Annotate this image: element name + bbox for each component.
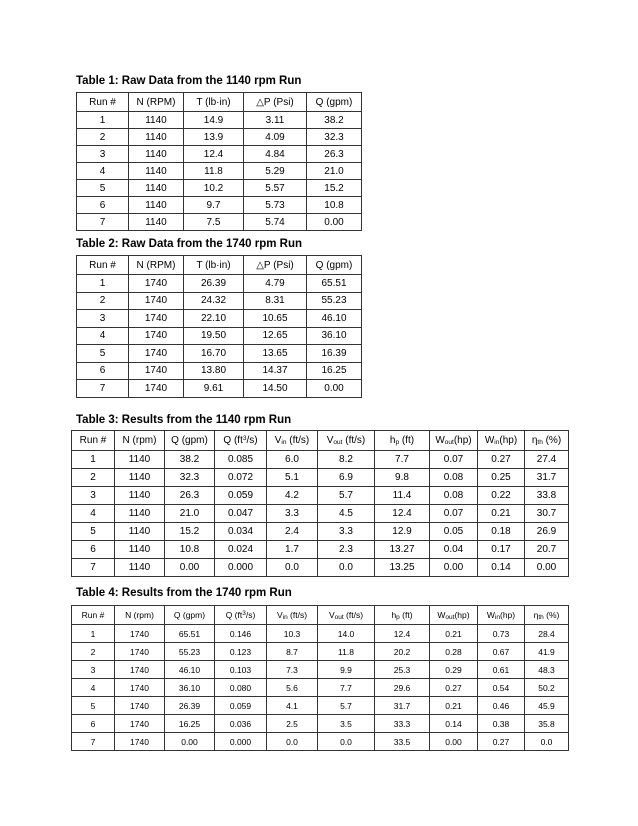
table4-cell: 1740 (115, 661, 165, 679)
table4-cell: 5 (72, 697, 115, 715)
table1-header-cell: T (lb·in) (184, 93, 244, 112)
table1-cell: 1140 (129, 214, 184, 231)
table3-cell: 0.059 (215, 487, 267, 505)
table1-cell: 4.09 (244, 129, 307, 146)
table1-cell: 13.9 (184, 129, 244, 146)
table3-cell: 0.05 (430, 523, 478, 541)
table1-cell: 2 (77, 129, 129, 146)
table3-cell: 20.7 (525, 541, 569, 559)
table3-row (72, 505, 569, 523)
table1-cell: 3 (77, 146, 129, 163)
table4-cell: 14.0 (318, 625, 375, 643)
table3-cell: 1140 (115, 469, 165, 487)
table2-cell: 16.25 (307, 362, 362, 380)
table3-header-row (72, 431, 569, 451)
table1-row (77, 163, 362, 180)
table4-header-row (72, 606, 569, 625)
table3-caption: Table 3: Results from the 1140 rpm Run (76, 414, 292, 426)
table2-row (77, 310, 362, 328)
table4-cell: 28.4 (525, 625, 569, 643)
table2-cell: 3 (77, 310, 129, 328)
table3-cell: 0.0 (267, 559, 318, 577)
table4-cell: 50.2 (525, 679, 569, 697)
table2-cell: 1740 (129, 292, 184, 310)
table2-row (77, 380, 362, 398)
table4-cell: 31.7 (375, 697, 430, 715)
table2-header-cell: Q (gpm) (307, 256, 362, 275)
table4-header-cell: N (rpm) (115, 606, 165, 625)
table4-cell: 0.0 (525, 733, 569, 751)
table3-row (72, 559, 569, 577)
table2-cell: 26.39 (184, 275, 244, 293)
table3-header-cell: Wout(hp) (430, 431, 478, 451)
table1-cell: 11.8 (184, 163, 244, 180)
table1-cell: 7.5 (184, 214, 244, 231)
table2-header-cell: N (RPM) (129, 256, 184, 275)
table3-row (72, 469, 569, 487)
table3-cell: 15.2 (165, 523, 215, 541)
table3-cell: 3 (72, 487, 115, 505)
table2-cell: 4.79 (244, 275, 307, 293)
table3-cell: 13.25 (375, 559, 430, 577)
table2-cell: 1 (77, 275, 129, 293)
table2-cell: 9.61 (184, 380, 244, 398)
table2-row (77, 345, 362, 363)
table3-cell: 38.2 (165, 451, 215, 469)
table3-cell: 27.4 (525, 451, 569, 469)
table2-cell: 1740 (129, 275, 184, 293)
table4-cell: 1740 (115, 625, 165, 643)
table4-cell: 1740 (115, 643, 165, 661)
table4-cell: 0.61 (478, 661, 525, 679)
table4-header-cell: hp (ft) (375, 606, 430, 625)
table2-cell: 46.10 (307, 310, 362, 328)
table4-cell: 0.67 (478, 643, 525, 661)
table4-header-cell: Vout (ft/s) (318, 606, 375, 625)
table1-cell: 7 (77, 214, 129, 231)
table4-cell: 16.25 (165, 715, 215, 733)
table2-cell: 16.70 (184, 345, 244, 363)
table3-cell: 0.17 (478, 541, 525, 559)
table4-header-cell: ηth (%) (525, 606, 569, 625)
table4-cell: 1 (72, 625, 115, 643)
table2-header-cell: Run # (77, 256, 129, 275)
table4-cell: 0.54 (478, 679, 525, 697)
table2-cell: 55.23 (307, 292, 362, 310)
table2-cell: 12.65 (244, 327, 307, 345)
table1-cell: 21.0 (307, 163, 362, 180)
table2-cell: 16.39 (307, 345, 362, 363)
table4-header-cell: Win(hp) (478, 606, 525, 625)
table1-cell: 9.7 (184, 197, 244, 214)
table2-row (77, 292, 362, 310)
table3-header-cell: Run # (72, 431, 115, 451)
table4-cell: 2.5 (267, 715, 318, 733)
table1-header-cell: Q (gpm) (307, 93, 362, 112)
table4-cell: 2 (72, 643, 115, 661)
table2-cell: 4 (77, 327, 129, 345)
table3-cell: 5.7 (318, 487, 375, 505)
table3-cell: 4.2 (267, 487, 318, 505)
table3-header-cell: Q (gpm) (165, 431, 215, 451)
table3-cell: 12.9 (375, 523, 430, 541)
table3-cell: 0.00 (430, 559, 478, 577)
table1-cell: 4.84 (244, 146, 307, 163)
table1-cell: 38.2 (307, 112, 362, 129)
table3-cell: 4 (72, 505, 115, 523)
table4-cell: 12.4 (375, 625, 430, 643)
table4-row (72, 679, 569, 697)
table4-cell: 36.10 (165, 679, 215, 697)
table1-header-cell: N (RPM) (129, 93, 184, 112)
table3-cell: 0.22 (478, 487, 525, 505)
table4-cell: 1740 (115, 715, 165, 733)
table4-cell: 3 (72, 661, 115, 679)
table3-cell: 7 (72, 559, 115, 577)
table4-cell: 6 (72, 715, 115, 733)
table3-cell: 0.000 (215, 559, 267, 577)
table3-row (72, 541, 569, 559)
table3-cell: 0.0 (318, 559, 375, 577)
table2-cell: 1740 (129, 310, 184, 328)
table2 (76, 255, 362, 398)
table2-cell: 13.80 (184, 362, 244, 380)
table2-header-cell: T (lb·in) (184, 256, 244, 275)
table2-row (77, 327, 362, 345)
table4-cell: 45.9 (525, 697, 569, 715)
table3-cell: 26.9 (525, 523, 569, 541)
table3-cell: 0.00 (165, 559, 215, 577)
table2-caption: Table 2: Raw Data from the 1740 rpm Run (76, 238, 303, 250)
table4-cell: 26.39 (165, 697, 215, 715)
table2-cell: 22.10 (184, 310, 244, 328)
table1-header-cell: △P (Psi) (244, 93, 307, 112)
table1-cell: 5 (77, 180, 129, 197)
table3-cell: 3.3 (318, 523, 375, 541)
table3-cell: 1140 (115, 487, 165, 505)
table4-cell: 0.036 (215, 715, 267, 733)
table4-cell: 33.5 (375, 733, 430, 751)
table1-caption: Table 1: Raw Data from the 1140 rpm Run (76, 75, 302, 87)
table3-cell: 1140 (115, 541, 165, 559)
table3-cell: 0.072 (215, 469, 267, 487)
table3-cell: 0.00 (525, 559, 569, 577)
table4-cell: 0.146 (215, 625, 267, 643)
table1-cell: 5.73 (244, 197, 307, 214)
table2-cell: 19.50 (184, 327, 244, 345)
table4-header-cell: Q $(ft^3/s)$ (215, 606, 267, 625)
table4-header-cell: Vin (ft/s) (267, 606, 318, 625)
table4-cell: 0.123 (215, 643, 267, 661)
table3-cell: 0.04 (430, 541, 478, 559)
table3-cell: 6 (72, 541, 115, 559)
table4-cell: 4 (72, 679, 115, 697)
table2-cell: 65.51 (307, 275, 362, 293)
table4-cell: 0.38 (478, 715, 525, 733)
table4-header-cell: Q (gpm) (165, 606, 215, 625)
table1-cell: 1140 (129, 197, 184, 214)
table1-cell: 1140 (129, 112, 184, 129)
table4-row (72, 643, 569, 661)
table2-cell: 10.65 (244, 310, 307, 328)
table2-cell: 14.37 (244, 362, 307, 380)
table1-cell: 1140 (129, 163, 184, 180)
table3-cell: 5 (72, 523, 115, 541)
table4 (71, 605, 569, 751)
table2-cell: 6 (77, 362, 129, 380)
table4-cell: 7.7 (318, 679, 375, 697)
table4-cell: 3.5 (318, 715, 375, 733)
table3-cell: 1140 (115, 451, 165, 469)
table2-cell: 1740 (129, 327, 184, 345)
table4-row (72, 625, 569, 643)
table4-row (72, 661, 569, 679)
table4-cell: 1740 (115, 697, 165, 715)
table1-cell: 5.57 (244, 180, 307, 197)
table3-cell: 31.7 (525, 469, 569, 487)
table3-cell: 3.3 (267, 505, 318, 523)
table3-header-cell: Win(hp) (478, 431, 525, 451)
table1-cell: 1140 (129, 129, 184, 146)
table3-cell: 32.3 (165, 469, 215, 487)
table1-row (77, 197, 362, 214)
table3-cell: 0.25 (478, 469, 525, 487)
table1-cell: 1140 (129, 146, 184, 163)
table4-cell: 0.27 (430, 679, 478, 697)
table1-cell: 12.4 (184, 146, 244, 163)
table4-cell: 41.9 (525, 643, 569, 661)
table4-cell: 0.21 (430, 697, 478, 715)
table3-cell: 4.5 (318, 505, 375, 523)
table3-cell: 8.2 (318, 451, 375, 469)
table1-cell: 10.8 (307, 197, 362, 214)
table4-cell: 5.6 (267, 679, 318, 697)
table3-cell: 0.047 (215, 505, 267, 523)
table4-cell: 7.3 (267, 661, 318, 679)
table4-cell: 0.27 (478, 733, 525, 751)
table1 (76, 92, 362, 231)
table1-cell: 3.11 (244, 112, 307, 129)
table4-cell: 29.6 (375, 679, 430, 697)
table4-row (72, 697, 569, 715)
table4-cell: 0.000 (215, 733, 267, 751)
table3-header-cell: Vin (ft/s) (267, 431, 318, 451)
table1-row (77, 180, 362, 197)
table3-cell: 2 (72, 469, 115, 487)
table3-cell: 1 (72, 451, 115, 469)
table1-cell: 10.2 (184, 180, 244, 197)
table2-row (77, 362, 362, 380)
table4-cell: 0.46 (478, 697, 525, 715)
table4-cell: 0.0 (318, 733, 375, 751)
table2-row (77, 275, 362, 293)
table3-cell: 0.07 (430, 505, 478, 523)
table3-cell: 0.14 (478, 559, 525, 577)
table3-cell: 33.8 (525, 487, 569, 505)
table4-row (72, 715, 569, 733)
table4-header-cell: Wout(hp) (430, 606, 478, 625)
table3-header-cell: ηth (%) (525, 431, 569, 451)
table3-cell: 2.3 (318, 541, 375, 559)
table2-cell: 0.00 (307, 380, 362, 398)
table1-cell: 1 (77, 112, 129, 129)
table4-cell: 46.10 (165, 661, 215, 679)
table3-cell: 1140 (115, 523, 165, 541)
table1-cell: 0.00 (307, 214, 362, 231)
table2-cell: 36.10 (307, 327, 362, 345)
table2-cell: 8.31 (244, 292, 307, 310)
table2-header-row (77, 256, 362, 275)
table3-cell: 6.9 (318, 469, 375, 487)
table4-cell: 11.8 (318, 643, 375, 661)
table2-cell: 7 (77, 380, 129, 398)
table4-cell: 8.7 (267, 643, 318, 661)
table4-cell: 55.23 (165, 643, 215, 661)
table1-cell: 15.2 (307, 180, 362, 197)
table4-cell: 25.3 (375, 661, 430, 679)
table1-cell: 6 (77, 197, 129, 214)
table2-cell: 5 (77, 345, 129, 363)
table4-cell: 9.9 (318, 661, 375, 679)
table4-cell: 0.14 (430, 715, 478, 733)
table4-cell: 4.1 (267, 697, 318, 715)
table3-cell: 0.08 (430, 469, 478, 487)
table2-cell: 2 (77, 292, 129, 310)
table4-cell: 10.3 (267, 625, 318, 643)
table1-cell: 26.3 (307, 146, 362, 163)
table3-cell: 9.8 (375, 469, 430, 487)
table3-cell: 0.18 (478, 523, 525, 541)
table2-cell: 1740 (129, 345, 184, 363)
table3-cell: 0.27 (478, 451, 525, 469)
table3-cell: 0.024 (215, 541, 267, 559)
table3-cell: 5.1 (267, 469, 318, 487)
table2-cell: 1740 (129, 362, 184, 380)
table4-cell: 0.059 (215, 697, 267, 715)
table4-cell: 7 (72, 733, 115, 751)
table3-row (72, 487, 569, 505)
table1-row (77, 112, 362, 129)
table3-cell: 0.034 (215, 523, 267, 541)
table3 (71, 430, 569, 577)
table3-cell: 0.21 (478, 505, 525, 523)
table4-row (72, 733, 569, 751)
table3-header-cell: Q $(ft^3/s)$ (215, 431, 267, 451)
table1-cell: 14.9 (184, 112, 244, 129)
table4-cell: 0.00 (430, 733, 478, 751)
table4-cell: 0.28 (430, 643, 478, 661)
table2-cell: 14.50 (244, 380, 307, 398)
table4-cell: 48.3 (525, 661, 569, 679)
table3-cell: 21.0 (165, 505, 215, 523)
table4-cell: 1740 (115, 733, 165, 751)
table1-header-cell: Run # (77, 93, 129, 112)
table1-row (77, 214, 362, 231)
table3-row (72, 451, 569, 469)
table3-header-cell: Vout (ft/s) (318, 431, 375, 451)
table3-cell: 2.4 (267, 523, 318, 541)
table3-cell: 30.7 (525, 505, 569, 523)
table3-cell: 0.085 (215, 451, 267, 469)
table4-cell: 0.29 (430, 661, 478, 679)
table3-cell: 10.8 (165, 541, 215, 559)
table1-cell: 1140 (129, 180, 184, 197)
table4-cell: 0.0 (267, 733, 318, 751)
table1-header-row (77, 93, 362, 112)
table3-cell: 0.07 (430, 451, 478, 469)
table4-cell: 20.2 (375, 643, 430, 661)
table3-cell: 26.3 (165, 487, 215, 505)
table2-cell: 1740 (129, 380, 184, 398)
table3-row (72, 523, 569, 541)
table4-cell: 0.103 (215, 661, 267, 679)
table3-cell: 11.4 (375, 487, 430, 505)
table3-cell: 12.4 (375, 505, 430, 523)
table4-cell: 35.8 (525, 715, 569, 733)
table4-cell: 1740 (115, 679, 165, 697)
table3-cell: 13.27 (375, 541, 430, 559)
table4-cell: 0.00 (165, 733, 215, 751)
table3-cell: 1.7 (267, 541, 318, 559)
table3-cell: 1140 (115, 505, 165, 523)
table2-cell: 24.32 (184, 292, 244, 310)
table3-cell: 0.08 (430, 487, 478, 505)
table1-cell: 5.29 (244, 163, 307, 180)
table1-row (77, 146, 362, 163)
table4-cell: 0.080 (215, 679, 267, 697)
table2-header-cell: △P (Psi) (244, 256, 307, 275)
table1-cell: 4 (77, 163, 129, 180)
table1-row (77, 129, 362, 146)
table1-cell: 32.3 (307, 129, 362, 146)
table1-cell: 5.74 (244, 214, 307, 231)
table3-header-cell: N (rpm) (115, 431, 165, 451)
table4-cell: 0.21 (430, 625, 478, 643)
table3-cell: 6.0 (267, 451, 318, 469)
table4-header-cell: Run # (72, 606, 115, 625)
table4-cell: 5.7 (318, 697, 375, 715)
table3-header-cell: hp (ft) (375, 431, 430, 451)
table4-cell: 33.3 (375, 715, 430, 733)
table3-cell: 1140 (115, 559, 165, 577)
table4-cell: 65.51 (165, 625, 215, 643)
table3-cell: 7.7 (375, 451, 430, 469)
table2-cell: 13.65 (244, 345, 307, 363)
table4-cell: 0.73 (478, 625, 525, 643)
table4-caption: Table 4: Results from the 1740 rpm Run (76, 587, 292, 599)
